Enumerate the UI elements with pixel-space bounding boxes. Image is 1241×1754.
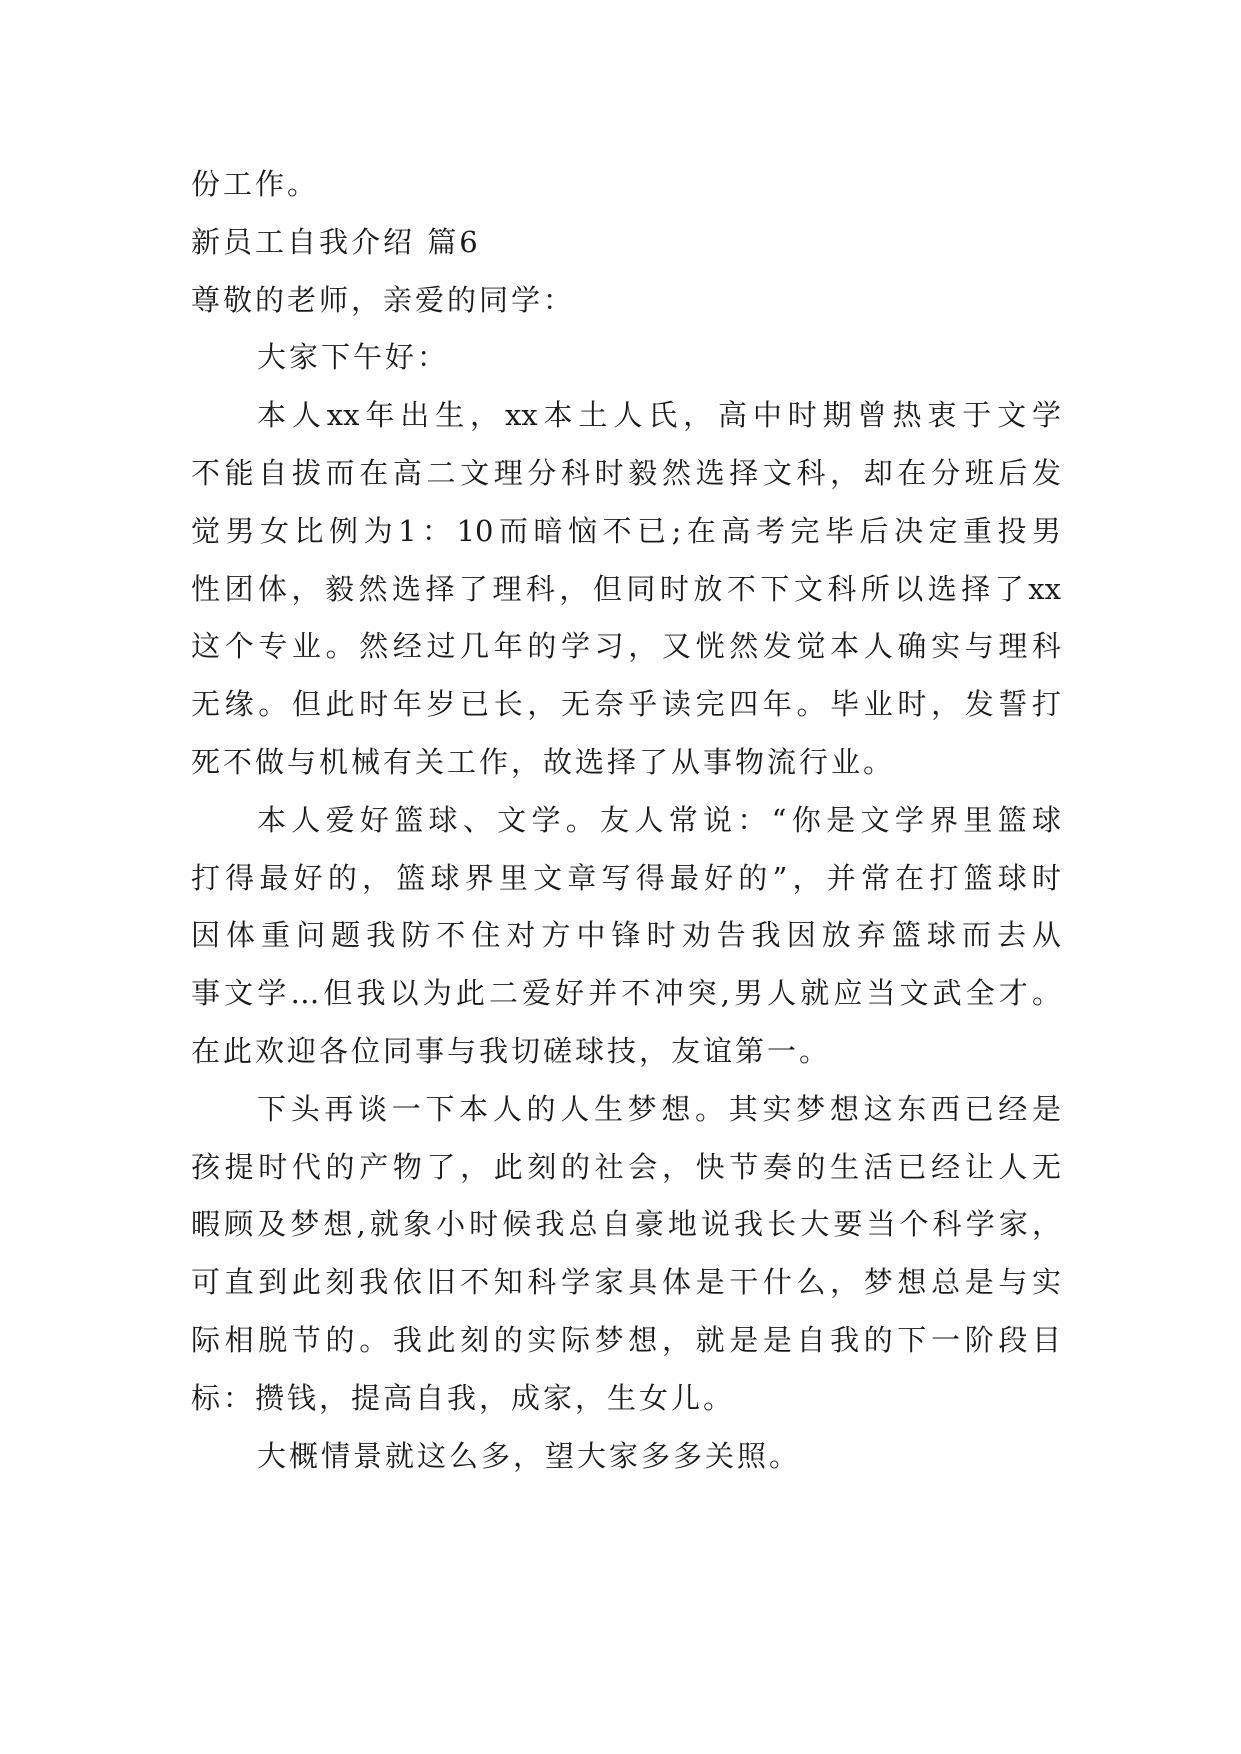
paragraph-line: 标：攒钱，提高自我，成家，生女儿。 — [191, 1380, 736, 1415]
paragraph-line: 本人爱好篮球、文学。友人常说：“你是文学界里篮球 — [257, 802, 1061, 837]
paragraph-line: 下头再谈一下本人的人生梦想。其实梦想这东西已经是 — [257, 1091, 1061, 1126]
paragraph-line: 本人xx年出生，xx本土人氏，高中时期曾热衷于文学 — [257, 398, 1061, 433]
paragraph-line: 这个专业。然经过几年的学习，又恍然发觉本人确实与理科 — [191, 629, 1061, 664]
paragraph-line: 际相脱节的。我此刻的实际梦想，就是是自我的下一阶段目 — [191, 1322, 1061, 1357]
greeting: 大家下午好： — [257, 340, 450, 375]
paragraph-line: 孩提时代的产物了，此刻的社会，快节奏的生活已经让人无 — [191, 1149, 1061, 1184]
paragraph-line: 可直到此刻我依旧不知科学家具体是干什么，梦想总是与实 — [191, 1265, 1061, 1300]
paragraph-line: 暇顾及梦想,就象小时候我总自豪地说我长大要当个科学家， — [191, 1207, 1061, 1242]
paragraph-line: 事文学…但我以为此二爱好并不冲突,男人就应当文武全才。 — [191, 976, 1061, 1011]
paragraph-closing — [191, 1428, 1061, 1486]
paragraph-line: 死不做与机械有关工作，故选择了从事物流行业。 — [191, 744, 896, 779]
paragraph-hobbies — [191, 792, 1061, 1081]
paragraph-line: 不能自拔而在高二文理分科时毅然选择文科，却在分班后发 — [191, 455, 1061, 490]
paragraph-line: 性团体，毅然选择了理科，但同时放不下文科所以选择了xx — [191, 571, 1061, 606]
salutation: 尊敬的老师，亲爱的同学： — [191, 282, 576, 317]
paragraph-line: 打得最好的，篮球界里文章写得最好的”，并常在打篮球时 — [191, 860, 1061, 895]
paragraph-line: 觉男女比例为1：10而暗恼不已;在高考完毕后决定重投男 — [191, 513, 1061, 548]
continuation-line: 份工作。 — [191, 167, 320, 201]
paragraph-line: 在此欢迎各位同事与我切磋球技，友谊第一。 — [191, 1033, 832, 1068]
paragraph-line: 无缘。但此时年岁已长，无奈乎读完四年。毕业时，发誓打 — [191, 687, 1061, 722]
section-title: 新员工自我介绍 篇6 — [191, 224, 481, 259]
paragraph-line: 因体重问题我防不住对方中锋时劝告我因放弃篮球而去从 — [191, 918, 1061, 953]
paragraph-dreams — [191, 1081, 1061, 1428]
paragraph-birth-education — [191, 387, 1061, 792]
paragraph-line: 大概情景就这么多，望大家多多关照。 — [257, 1438, 802, 1473]
document-body — [191, 156, 1061, 1485]
